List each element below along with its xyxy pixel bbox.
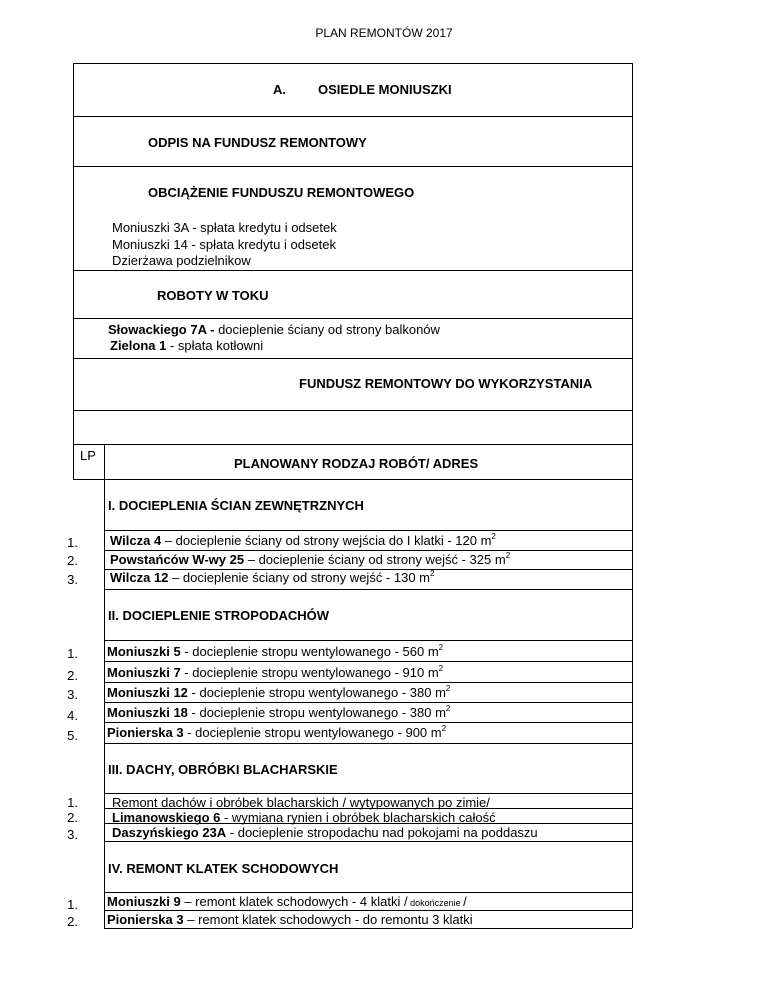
section-left bbox=[104, 589, 105, 744]
roboty-item: Zielona 1 - spłata kotłowni bbox=[110, 338, 264, 353]
divider bbox=[104, 640, 632, 641]
fundusz-heading: FUNDUSZ REMONTOWY DO WYKORZYSTANIA bbox=[299, 376, 593, 391]
table-row: Powstańców W-wy 25 – docieplenie ściany od strony wejść - 325 $m^2$ bbox=[110, 551, 511, 567]
frame-left bbox=[73, 63, 74, 444]
obciazenie-item: Moniuszki 3A - spłata kredytu i odsetek bbox=[112, 220, 337, 235]
divider bbox=[104, 841, 632, 842]
row-number: 3. bbox=[67, 687, 78, 702]
divider bbox=[104, 808, 632, 809]
row-number: 2. bbox=[67, 810, 78, 825]
obciazenie-item: Moniuszki 14 - spłata kredytu i odsetek bbox=[112, 237, 336, 252]
section-a-title: OSIEDLE MONIUSZKI bbox=[318, 82, 452, 97]
row-number: 4. bbox=[67, 708, 78, 723]
section-title: II. DOCIEPLENIE STROPODACHÓW bbox=[108, 608, 330, 623]
row-number: 1. bbox=[67, 897, 78, 912]
divider bbox=[104, 823, 632, 824]
row-number: 1. bbox=[67, 535, 78, 550]
roboty-item: Słowackiego 7A - docieplenie ściany od strony balkonów bbox=[108, 322, 440, 337]
divider bbox=[104, 550, 632, 551]
frame-top bbox=[73, 63, 632, 64]
divider bbox=[104, 793, 632, 794]
row-number: 2. bbox=[67, 914, 78, 929]
lp-divider bbox=[73, 444, 74, 479]
row-number: 3. bbox=[67, 827, 78, 842]
table-row: Limanowskiego 6 - wymiana rynien i obróbek blacharskich całość bbox=[112, 810, 496, 825]
divider bbox=[73, 166, 632, 167]
row-number: 5. bbox=[67, 728, 78, 743]
divider bbox=[104, 530, 632, 531]
section-left bbox=[104, 479, 105, 590]
row-number: 1. bbox=[67, 795, 78, 810]
section-title: I. DOCIEPLENIA ŚCIAN ZEWNĘTRZNYCH bbox=[108, 498, 364, 513]
divider bbox=[104, 702, 632, 703]
divider bbox=[104, 928, 632, 929]
divider bbox=[73, 116, 632, 117]
row-number: 1. bbox=[67, 646, 78, 661]
table-row: Moniuszki 5 - docieplenie stropu wentylowanego - 560 $m^2$ bbox=[107, 643, 444, 659]
table-row: Moniuszki 9 – remont klatek schodowych - 4 klatki / dokończenie / bbox=[107, 894, 467, 909]
odpis-heading: ODPIS NA FUNDUSZ REMONTOWY bbox=[148, 135, 367, 150]
row-number: 3. bbox=[67, 572, 78, 587]
lp-divider bbox=[104, 444, 105, 479]
divider bbox=[104, 743, 632, 744]
frame-right bbox=[632, 63, 633, 928]
row-number: 2. bbox=[67, 553, 78, 568]
divider bbox=[104, 910, 632, 911]
divider bbox=[104, 661, 632, 662]
divider bbox=[73, 444, 632, 445]
page-title: PLAN REMONTÓW 2017 bbox=[315, 26, 453, 40]
divider bbox=[104, 892, 632, 893]
lp-header: LP bbox=[80, 448, 96, 463]
divider bbox=[73, 358, 632, 359]
column-header: PLANOWANY RODZAJ ROBÓT/ ADRES bbox=[234, 456, 479, 471]
section-a-letter: A. bbox=[273, 82, 286, 97]
divider bbox=[73, 270, 632, 271]
roboty-heading: ROBOTY W TOKU bbox=[157, 288, 269, 303]
divider bbox=[73, 318, 632, 319]
table-row: Moniuszki 7 - docieplenie stropu wentylowanego - 910 $m^2$ bbox=[107, 664, 444, 680]
section-title: III. DACHY, OBRÓBKI BLACHARSKIE bbox=[108, 762, 338, 777]
table-row: Daszyńskiego 23A - docieplenie stropodachu nad pokojami na poddaszu bbox=[112, 825, 538, 840]
obciazenie-item: Dzierżawa podzielnikow bbox=[112, 253, 251, 268]
section-title: IV. REMONT KLATEK SCHODOWYCH bbox=[108, 861, 339, 876]
table-row: Moniuszki 18 - docieplenie stropu wentylowanego - 380 $m^2$ bbox=[107, 704, 451, 720]
section-left bbox=[104, 841, 105, 929]
table-row: Remont dachów i obróbek blacharskich / wytypowanych po zimie/ bbox=[112, 795, 490, 810]
divider bbox=[73, 479, 632, 480]
row-number: 2. bbox=[67, 668, 78, 683]
divider bbox=[104, 722, 632, 723]
table-row: Pionierska 3 – remont klatek schodowych - do remontu 3 klatki bbox=[107, 912, 473, 927]
divider bbox=[73, 410, 632, 411]
table-row: Pionierska 3 - docieplenie stropu wentylowanego - 900 $m^2$ bbox=[107, 724, 447, 740]
obciazenie-heading: OBCIĄŻENIE FUNDUSZU REMONTOWEGO bbox=[148, 185, 415, 200]
divider bbox=[104, 682, 632, 683]
divider bbox=[104, 589, 632, 590]
table-row: Wilcza 12 – docieplenie ściany od strony wejść - 130 $m^2$ bbox=[110, 569, 435, 585]
table-row: Moniuszki 12 - docieplenie stropu wentylowanego - 380 $m^2$ bbox=[107, 684, 451, 700]
table-row: Wilcza 4 – docieplenie ściany od strony wejścia do I klatki - 120 $m^2$ bbox=[110, 532, 496, 548]
